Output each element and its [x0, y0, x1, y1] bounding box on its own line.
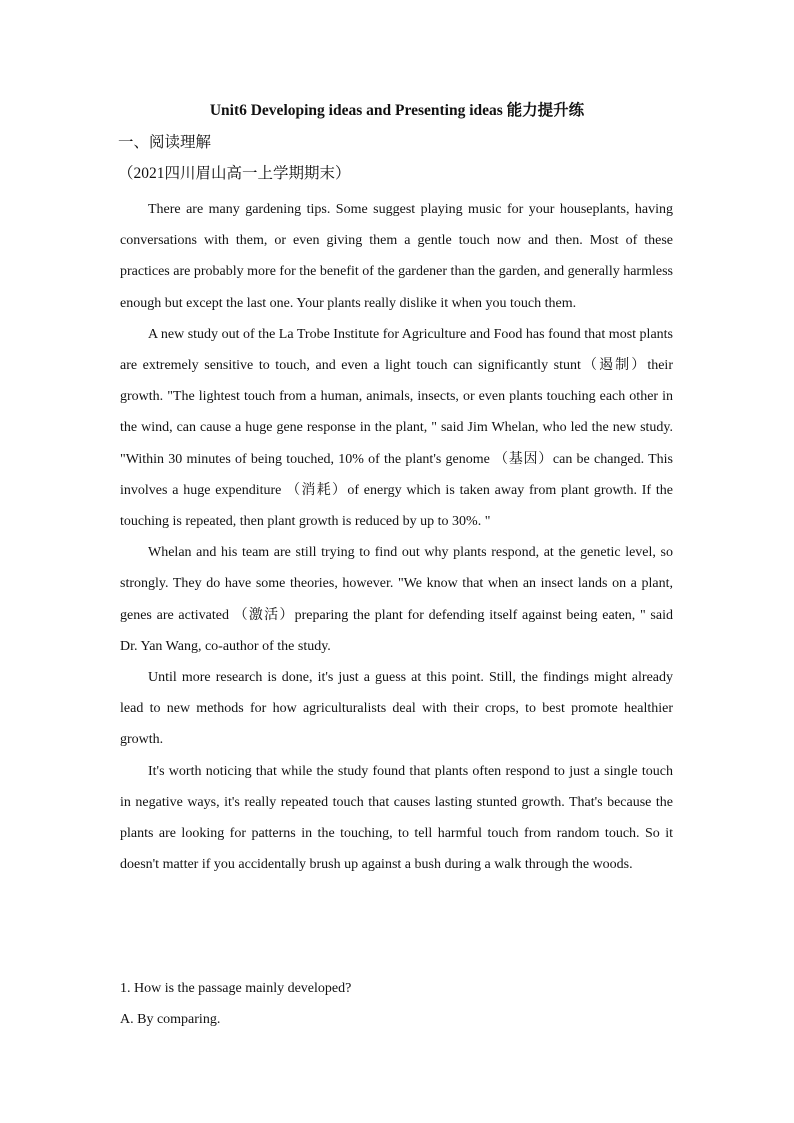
option-a: A. By comparing. — [120, 1012, 221, 1028]
paragraph-4: Until more research is done, it's just a guess at this point. Still, the findings might already lead to new methods for how agriculturalists deal with their crops, to best promote healthier growth. — [120, 670, 673, 748]
paragraph-3: Whelan and his team are still trying to find out why plants respond, at the genetic level, so strongly. They do have some theories, however. "We know that when an insect lands on a plant, genes are activated （激活）preparing the plant for defending itself against being eaten, " said Dr. Yan Wang, co-author of the study. — [120, 545, 673, 654]
question-stem: 1. How is the passage mainly developed? — [120, 981, 352, 996]
document-title: Unit6 Developing ideas and Presenting ideas 能力提升练 — [209, 102, 585, 119]
question-1 — [120, 973, 673, 1035]
paragraph-1: There are many gardening tips. Some suggest playing music for your houseplants, having conversations with them, or even giving them a gentle touch now and then. Most of these practices are probably more for the benefit of the gardener than the garden, and generally harmless enough but except the last one. Your plants really dislike it when you touch them. — [120, 202, 673, 311]
section-heading: 一、阅读理解 — [118, 134, 212, 151]
source-note: （2021四川眉山高一上学期期末） — [118, 165, 351, 182]
paragraph-5: It's worth noticing that while the study found that plants often respond to just a single touch in negative ways, it's really repeated touch that causes lasting stunted growth. That's because the plants are looking for patterns in the touching, to tell harmful touch from random touch. So it doesn't matter if you accidentally brush up against a bush during a walk through the woods. — [120, 763, 673, 873]
paragraph-2: A new study out of the La Trobe Institute for Agriculture and Food has found that most plants are extremely sensitive to touch, and even a light touch can significantly stunt（遏制）their growth. "The lightest touch from a human, animals, insects, or even plants touching each other in the wind, can cause a huge gene response in the plant, " said Jim Whelan, who led the new study. "Within 30 minutes of being touched, 10% of the plant's genome （基因）can be changed. This involves a huge expenditure （消耗）of energy which is taken away from plant growth. If the touching is repeated, then plant growth is reduced by up to 30%. " — [120, 326, 673, 530]
reading-passage — [120, 194, 673, 880]
